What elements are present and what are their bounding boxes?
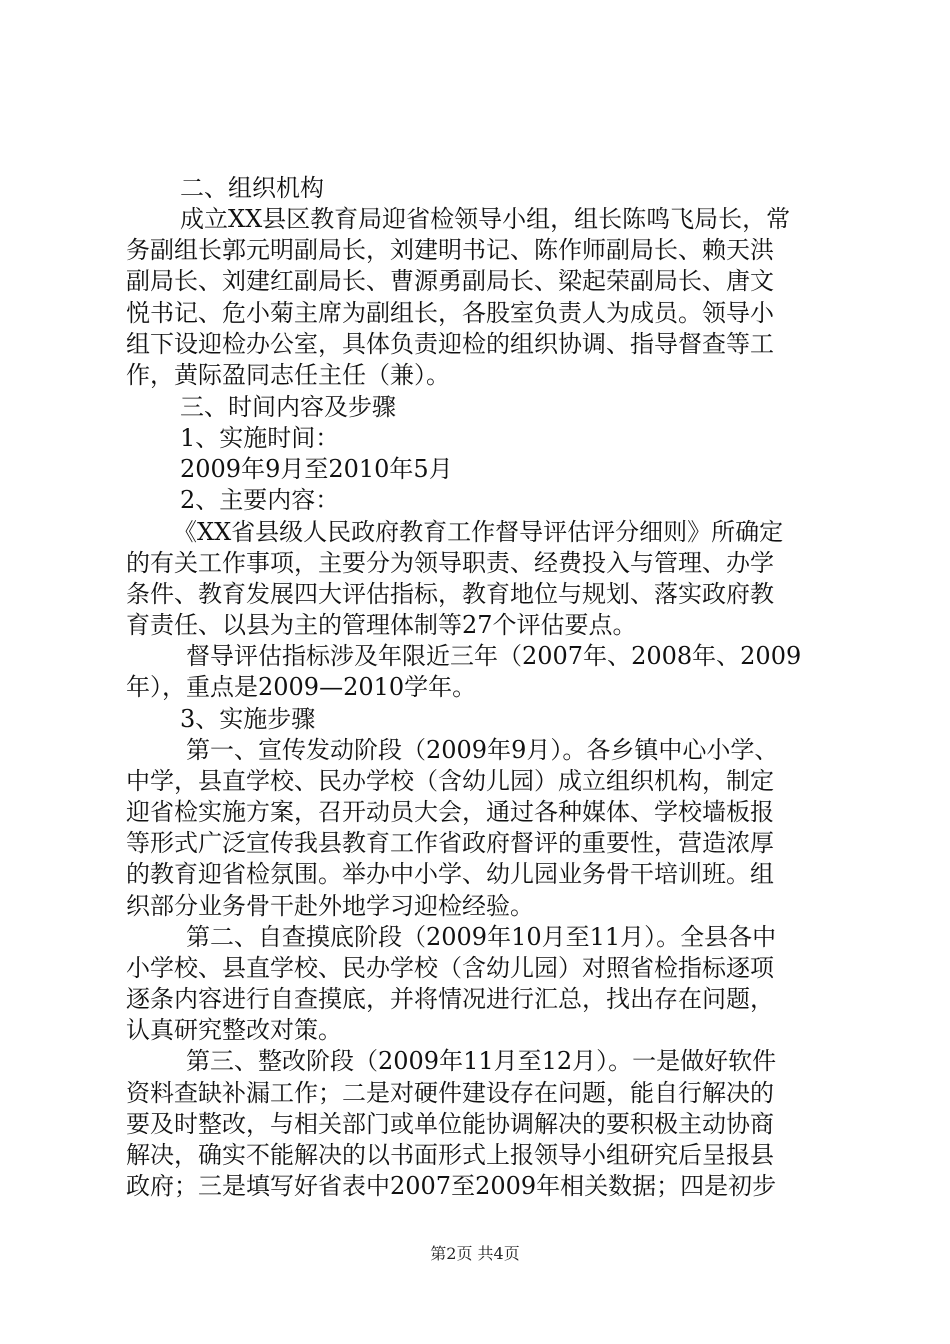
body-line: 组下设迎检办公室，具体负责迎检的组织协调、指导督查等工 <box>126 330 774 358</box>
body-line: 《XX省县级人民政府教育工作督导评估评分细则》所确定 <box>173 518 784 546</box>
body-line: 第一、宣传发动阶段（2009年9月）。各乡镇中心小学、 <box>186 736 779 764</box>
body-line: 副局长、刘建红副局长、曹源勇副局长、梁起荣副局长、唐文 <box>126 267 774 295</box>
body-line: 年），重点是2009—2010学年。 <box>126 673 477 701</box>
body-line: 第三、整改阶段（2009年11月至12月）。一是做好软件 <box>186 1047 777 1075</box>
body-line: 务副组长郭元明副局长，刘建明书记、陈作师副局长、赖天洪 <box>126 236 774 264</box>
body-line: 督导评估指标涉及年限近三年（2007年、2008年、2009 <box>186 642 802 670</box>
date-range: 2009年9月至2010年5月 <box>180 455 453 483</box>
body-line: 等形式广泛宣传我县教育工作省政府督评的重要性，营造浓厚 <box>126 829 774 857</box>
body-line: 逐条内容进行自查摸底，并将情况进行汇总，找出存在问题， <box>126 985 774 1013</box>
body-line: 育责任、以县为主的管理体制等27个评估要点。 <box>126 611 637 639</box>
section-heading-organization: 二、组织机构 <box>180 174 324 202</box>
body-line: 悦书记、危小菊主席为副组长，各股室负责人为成员。领导小 <box>126 299 774 327</box>
subheading-steps: 3、实施步骤 <box>180 705 316 733</box>
body-line: 迎省检实施方案，召开动员大会，通过各种媒体、学校墙板报 <box>126 798 774 826</box>
body-line: 解决，确实不能解决的以书面形式上报领导小组研究后呈报县 <box>126 1141 774 1169</box>
body-line: 政府；三是填写好省表中2007至2009年相关数据；四是初步 <box>126 1172 777 1200</box>
body-line: 的有关工作事项，主要分为领导职责、经费投入与管理、办学 <box>126 549 774 577</box>
section-heading-schedule: 三、时间内容及步骤 <box>180 393 396 421</box>
body-line: 第二、自查摸底阶段（2009年10月至11月）。全县各中 <box>186 923 777 951</box>
subheading-time: 1、实施时间： <box>180 424 340 452</box>
body-line: 作，黄际盈同志任主任（兼）。 <box>126 361 450 389</box>
body-line: 要及时整改，与相关部门或单位能协调解决的要积极主动协商 <box>126 1110 774 1138</box>
page-footer: 第2页 共4页 <box>430 1244 520 1263</box>
body-line: 织部分业务骨干赴外地学习迎检经验。 <box>126 892 534 920</box>
body-line: 成立XX县区教育局迎省检领导小组，组长陈鸣飞局长，常 <box>180 205 791 233</box>
body-line: 资料查缺补漏工作；二是对硬件建设存在问题，能自行解决的 <box>126 1079 774 1107</box>
body-line: 的教育迎省检氛围。举办中小学、幼儿园业务骨干培训班。组 <box>126 860 774 888</box>
body-line: 认真研究整改对策。 <box>126 1016 342 1044</box>
body-line: 中学，县直学校、民办学校（含幼儿园）成立组织机构，制定 <box>126 767 774 795</box>
body-line: 小学校、县直学校、民办学校（含幼儿园）对照省检指标逐项 <box>126 954 774 982</box>
body-line: 条件、教育发展四大评估指标，教育地位与规划、落实政府教 <box>126 580 774 608</box>
subheading-content: 2、主要内容： <box>180 486 340 514</box>
